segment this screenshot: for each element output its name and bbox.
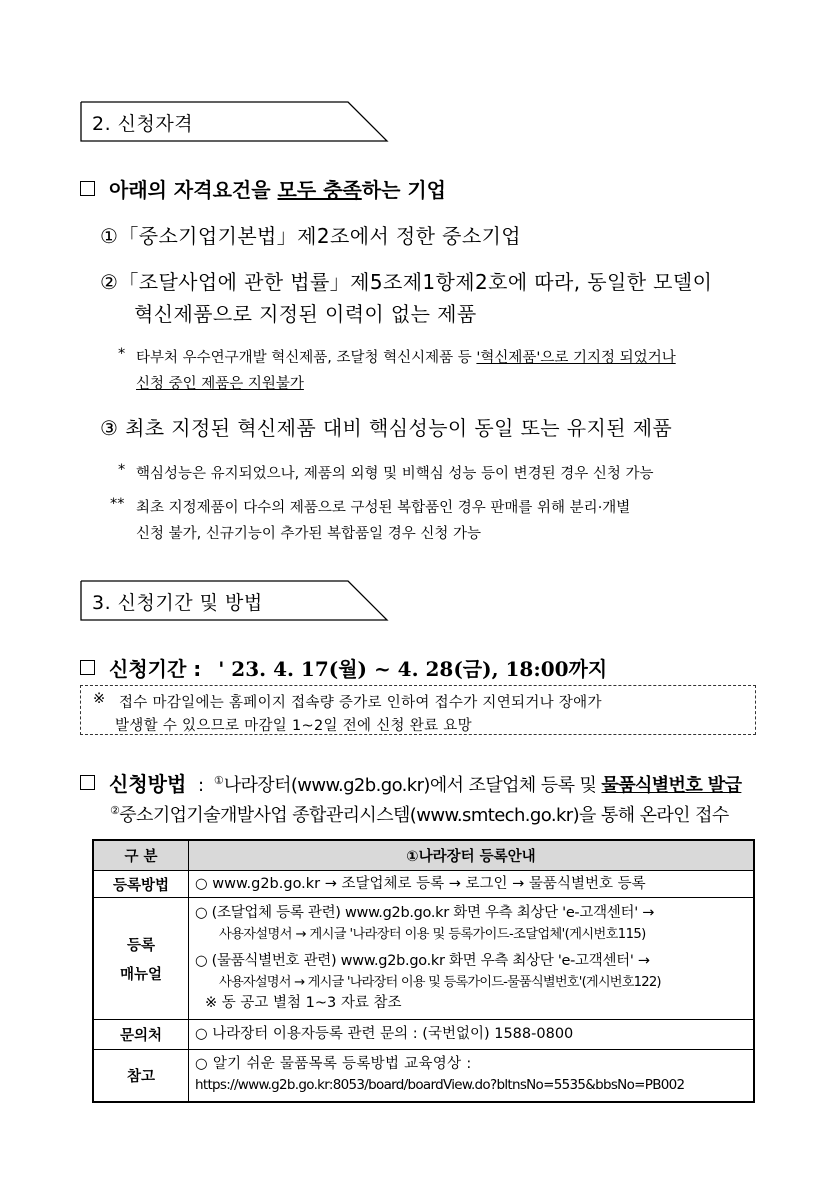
section-2-heading — [80, 101, 388, 141]
note-1-marker: * — [118, 346, 126, 362]
note-2-marker: * — [118, 462, 126, 478]
note-1-underline: '혁신제품'으로 기지정 되었거나 — [476, 350, 676, 366]
note-3-line-1: 최초 지정제품이 다수의 제품으로 구성된 복합품인 경우 판매를 위해 분리·개별 — [136, 500, 631, 516]
method-1-text: 나라장터(www.g2b.go.kr)에서 조달업체 등록 및 — [223, 775, 602, 796]
note-1-line-2: 신청 중인 제품은 지원불가 — [136, 376, 304, 392]
method-1-underline: 물품식별번호 발급 — [601, 775, 742, 796]
checkbox-square-icon — [80, 775, 95, 790]
notice-marker: ※ — [93, 691, 106, 707]
eligibility-main — [80, 174, 446, 203]
row-label-manual — [93, 898, 189, 1020]
notice-line-1: 접수 마감일에는 홈페이지 접속량 증가로 인하여 접수가 지연되거나 장애가 — [119, 695, 602, 711]
method-1-number: ① — [213, 774, 224, 787]
header-registration-guide: ①나라장터 등록안내 — [189, 840, 755, 871]
method-colon: : — [198, 775, 205, 796]
table-header-row — [93, 840, 754, 871]
manual-a-line-1: ○ (조달업체 등록 관련) www.g2b.go.kr 화면 우측 최상단 'e-고객센터' → — [195, 905, 655, 921]
section-3-heading — [80, 580, 388, 620]
method-line-1 — [80, 768, 741, 797]
row-label-reference: 참고 — [93, 1050, 189, 1102]
notice-box — [80, 685, 756, 735]
note-3-marker: ** — [110, 496, 125, 512]
row-manual-label-1: 등록 — [126, 937, 155, 954]
eligibility-item-3: ③ 최초 지정된 혁신제품 대비 핵심성능이 동일 또는 유지된 제품 — [100, 416, 673, 440]
period-line — [80, 653, 607, 682]
checkbox-square-icon — [80, 660, 95, 675]
row-manual-label-2: 매뉴얼 — [119, 966, 163, 983]
manual-b-line-1: ○ (물품식별번호 관련) www.g2b.go.kr 화면 우측 최상단 'e-고객센터' → — [195, 953, 650, 969]
note-1-line-1 — [136, 346, 676, 367]
table-row — [93, 871, 754, 898]
method-2-text: 중소기업기술개발사업 종합관리시스템(www.smtech.go.kr)을 통해 온라인 접수 — [119, 805, 729, 826]
period-value: ' 23. 4. 17(월) ~ 4. 28(금), 18:00까지 — [218, 657, 608, 681]
eligibility-main-suffix: 하는 기업 — [361, 178, 446, 202]
eligibility-main-underline: 모두 충족 — [277, 178, 362, 202]
period-label: 신청기간 : — [109, 657, 202, 681]
row-label-contact: 문의처 — [93, 1020, 189, 1050]
manual-reference: ※ 동 공고 별첨 1~3 자료 참조 — [205, 995, 402, 1011]
eligibility-item-2-line-2: 혁신제품으로 지정된 이력이 없는 제품 — [134, 302, 477, 326]
note-3-line-2: 신청 불가, 신규기능이 추가된 복합품일 경우 신청 가능 — [136, 526, 482, 542]
row-method-line: ○ www.g2b.go.kr → 조달업체로 등록 → 로그인 → 물품식별번호 등록 — [195, 875, 646, 892]
header-category: 구 분 — [93, 840, 189, 871]
row-text-contact — [189, 1020, 755, 1050]
reference-line-1: ○ 알기 쉬운 물품목록 등록방법 교육영상 : — [195, 1056, 472, 1073]
eligibility-item-1: ①「중소기업기본법」제2조에서 정한 중소기업 — [100, 224, 522, 248]
manual-b-line-2: 사용자설명서 → 게시글 '나라장터 이용 및 등록가이드-물품식별번호'(게시번호122) — [219, 975, 661, 990]
table-row — [93, 1020, 754, 1050]
row-text-method — [189, 871, 755, 898]
row-text-manual — [189, 898, 755, 1020]
method-2-number: ② — [110, 804, 120, 817]
table-row — [93, 898, 754, 1020]
manual-a-line-2: 사용자설명서 → 게시글 '나라장터 이용 및 등록가이드-조달업체'(게시번호115) — [219, 927, 646, 942]
row-text-reference — [189, 1050, 755, 1102]
registration-table — [92, 839, 755, 1103]
reference-link[interactable]: https://www.g2b.go.kr:8053/board/boardView.do?bltnsNo=5535&bbsNo=PB002 — [195, 1077, 685, 1094]
section-2-title: 2. 신청자격 — [92, 113, 194, 135]
note-1-prefix: 타부처 우수연구개발 혁신제품, 조달청 혁신시제품 등 — [136, 350, 477, 366]
checkbox-square-icon — [80, 181, 95, 196]
row-label-method: 등록방법 — [93, 871, 189, 898]
eligibility-item-2-line-1: ②「조달사업에 관한 법률」제5조제1항제2호에 따라, 동일한 모델이 — [100, 270, 713, 294]
section-3-title: 3. 신청기간 및 방법 — [92, 592, 263, 614]
method-label: 신청방법 — [109, 772, 187, 796]
contact-line: ○ 나라장터 이용자등록 관련 문의 : (국번없이) 1588-0800 — [195, 1026, 574, 1042]
method-line-2 — [110, 801, 729, 827]
note-2: 핵심성능은 유지되었으나, 제품의 외형 및 비핵심 성능 등이 변경된 경우 신청 가능 — [136, 466, 654, 482]
eligibility-main-prefix: 아래의 자격요건을 — [109, 178, 278, 202]
table-row — [93, 1050, 754, 1102]
notice-line-2: 발생할 수 있으므로 마감일 1~2일 전에 신청 완료 요망 — [115, 718, 472, 734]
